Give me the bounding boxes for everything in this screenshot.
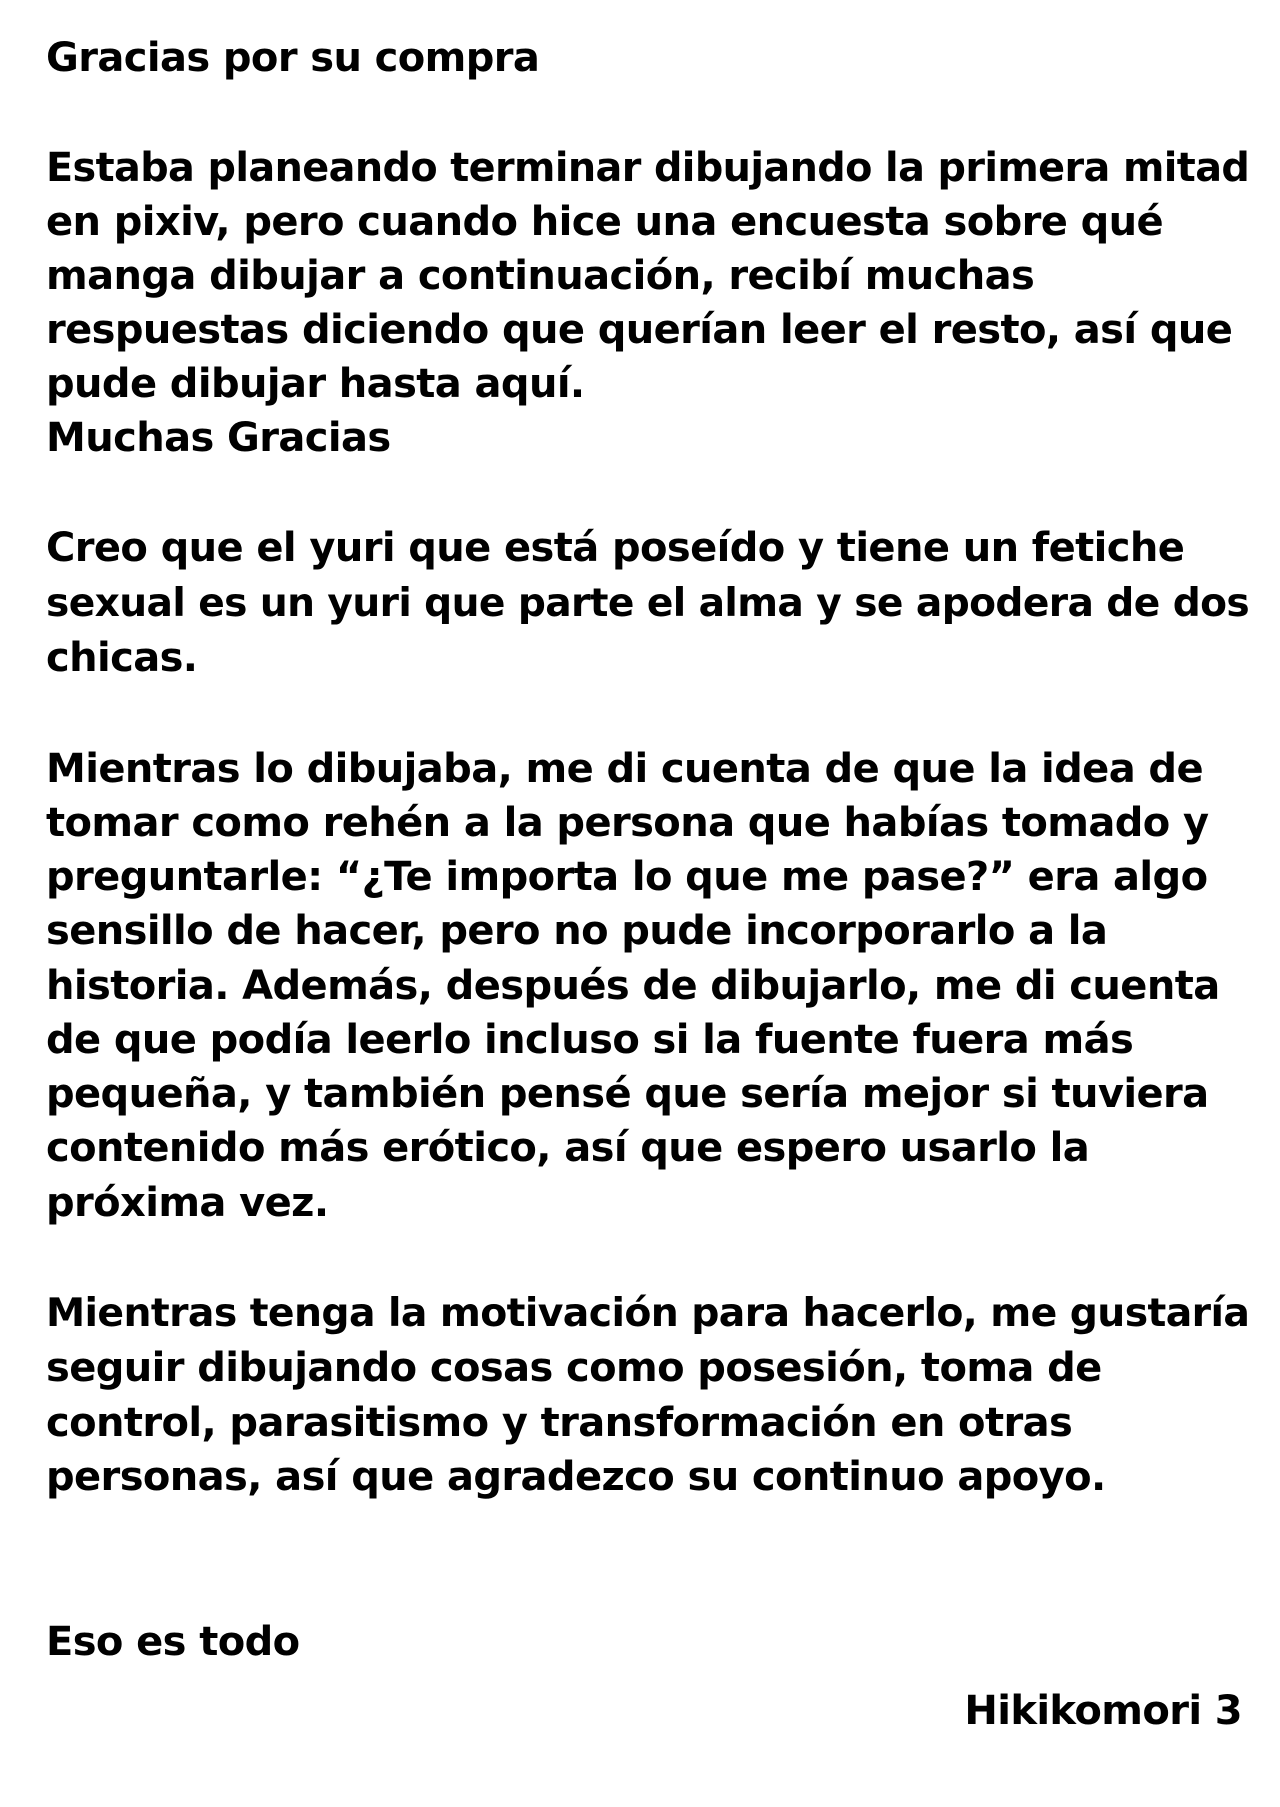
paragraph-4-line-3: control, parasitismo y transformación en otras (46, 1400, 1073, 1446)
greeting: Gracias por su compra (46, 35, 540, 81)
closing-text: Eso es todo (46, 1619, 300, 1665)
author-signature: Hikikomori 3 (964, 1688, 1242, 1734)
paragraph-1-line-6: Muchas Gracias (46, 415, 391, 461)
paragraph-4-line-1: Mientras tenga la motivación para hacerlo, me gustaría (46, 1290, 1250, 1336)
paragraph-3-line-2: tomar como rehén a la persona que habías tomado y (46, 800, 1209, 846)
paragraph-3-line-4: sensillo de hacer, pero no pude incorporarlo a la (46, 908, 1108, 954)
paragraph-3-line-7: pequeña, y también pensé que sería mejor si tuviera (46, 1071, 1209, 1117)
paragraph-3-line-3: preguntarle: “¿Te importa lo que me pase?” era algo (46, 854, 1208, 900)
paragraph-1-line-4: respuestas diciendo que querían leer el resto, así que (46, 307, 1233, 353)
paragraph-1-line-3: manga dibujar a continuación, recibí muchas (46, 253, 1035, 299)
paragraph-3-line-9: próxima vez. (46, 1180, 329, 1226)
paragraph-3-line-6: de que podía leerlo incluso si la fuente fuera más (46, 1017, 1134, 1063)
paragraph-3-line-5: historia. Además, después de dibujarlo, me di cuenta (46, 963, 1220, 1009)
paragraph-2-line-2: sexual es un yuri que parte el alma y se apodera de dos (46, 581, 1250, 626)
paragraph-3-line-1: Mientras lo dibujaba, me di cuenta de que la idea de (46, 746, 1203, 792)
paragraph-1-line-1: Estaba planeando terminar dibujando la primera mitad (46, 145, 1250, 191)
paragraph-3-line-8: contenido más erótico, así que espero usarlo la (46, 1125, 1090, 1171)
paragraph-2-line-3: chicas. (46, 635, 198, 681)
paragraph-4-line-4: personas, así que agradezco su continuo apoyo. (46, 1454, 1106, 1500)
paragraph-2-line-1: Creo que el yuri que está poseído y tiene un fetiche (46, 525, 1185, 571)
paragraph-1-line-5: pude dibujar hasta aquí. (46, 361, 585, 407)
paragraph-4-line-2: seguir dibujando cosas como posesión, toma de (46, 1345, 1102, 1391)
paragraph-1-line-2: en pixiv, pero cuando hice una encuesta sobre qué (46, 199, 1164, 245)
